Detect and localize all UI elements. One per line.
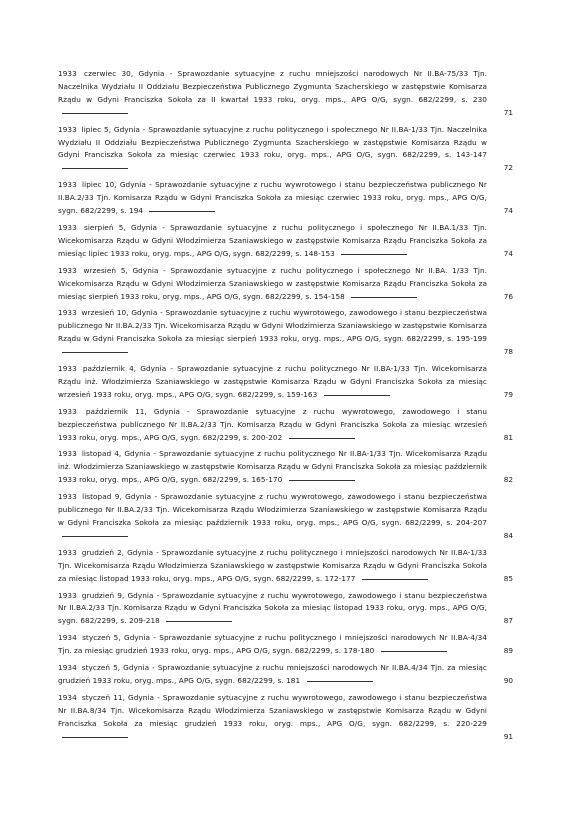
entry-page-number: 76 (503, 291, 513, 301)
entry-year: 1933 (58, 69, 77, 78)
toc-entry (58, 68, 513, 120)
entry-text: grudzień 2, Gdynia - Sprawozdanie sytuacyjne z ruchu politycznego i mniejszości narodowych Nr II.BA-1/33 Tjn. Wicekomisarza Rządu Włodzimierza Szaniawskiego w zastępstwie Komisarza Rządu w Gdyni Franciszka Sokoła za miesiąc listopad 1933 roku, oryg. mps., APG O/G, sygn. 682/2299, s. 172-177 (58, 547, 487, 583)
entry-text: styczeń 11, Gdynia - Sprawozdanie sytuacyjne z ruchu wywrotowego, zawodowego i stanu bezpieczeństwa Nr II.BA.8/34 Tjn. Wicekomisarza Rządu Włodzimierza Szaniawskiego w zastępstwie Komisarza Rządu w Gdyni Franciszka Sokoła za miesiąc grudzień 1933 roku, oryg. mps., APG O/G, sygn. 682/2299, s. 220-229 (58, 692, 487, 728)
entry-year: 1933 (58, 590, 77, 600)
toc-entry (58, 222, 513, 261)
entry-page-number: 71 (503, 107, 513, 117)
entry-text: sierpień 5, Gdynia - Sprawozdanie sytuacyjne z ruchu politycznego i społecznego Nr II.BA.1/33 Tjn. Wicekomisarza Rządu w Gdyni Włodzimierza Szaniawskiego w zastępstwie Komisarza Rządu Franciszka Sokoła za miesiąc lipiec 1933 roku, oryg. mps., APG O/G, sygn. 682/2299, s. 148-153 (58, 222, 487, 258)
toc-entry (58, 632, 513, 658)
entry-description (58, 124, 487, 176)
dot-leader (324, 395, 390, 396)
toc-entry (58, 590, 513, 629)
entry-page-number: 81 (503, 432, 513, 442)
entry-year: 1933 (58, 406, 77, 416)
toc-entry (58, 547, 513, 586)
toc-entry (58, 179, 513, 218)
dot-leader (62, 113, 128, 114)
entry-description (58, 363, 487, 402)
dot-leader (362, 579, 428, 580)
entry-page-number: 74 (503, 248, 513, 258)
dot-leader (166, 621, 232, 622)
dot-leader (341, 254, 407, 255)
entry-text: styczeń 5, Gdynia - Sprawozdanie sytuacyjne z ruchu mniejszości narodowych Nr II.BA.4/34 Tjn. za miesiąc grudzień 1933 roku, oryg. mps., APG O/G, sygn. 682/2299, s. 181 (58, 663, 487, 685)
dot-leader (351, 297, 417, 298)
dot-leader (62, 737, 128, 738)
entry-year: 1933 (58, 449, 77, 459)
entry-description (58, 491, 487, 543)
entry-description (58, 222, 487, 261)
entry-page-number: 72 (503, 163, 513, 173)
entry-text: październik 4, Gdynia - Sprawozdanie sytuacyjne z ruchu politycznego Nr II.BA-1/33 Tjn. Wicekomisarza Rządu inż. Włodzimierza Szaniawskiego w zastępstwie Komisarza Rządu w Gdyni Franciszka Sokoła za miesiąc wrzesień 1933 roku, oryg. mps., APG O/G, sygn. 682/2299, s. 159-163 (58, 364, 487, 399)
entry-page-number: 87 (503, 616, 513, 626)
dot-leader (62, 352, 128, 353)
entry-page-number: 89 (503, 646, 513, 656)
entry-year: 1934 (58, 692, 77, 702)
entry-text: listopad 4, Gdynia - Sprawozdanie sytuacyjne z ruchu politycznego Nr II.BA-1/33 Tjn. Wicekomisarza Rządu inż. Włodzimierza Szaniawskiego w zastępstwie Komisarza Rządu w Gdyni Franciszka Sokoła za miesiąc październik 1933 roku, oryg. mps., APG O/G, sygn. 682/2299, s. 165-170 (58, 449, 487, 485)
entry-description (58, 406, 487, 445)
entry-year: 1933 (58, 265, 77, 275)
entry-page-number: 84 (503, 530, 513, 540)
entry-year: 1933 (58, 180, 77, 190)
toc-entry (58, 448, 513, 487)
entry-text: październik 11, Gdynia - Sprawozdanie sytuacyjne z ruchu wywrotowego, zawodowego i stanu bezpieczeństwa publicznego Nr II.BA.2/33 Tjn. Komisarza Rządu w Gdyni Franciszka Sokoła za miesiąc wrzesień 1933 roku, oryg. mps., APG O/G, sygn. 682/2299, s. 200-202 (58, 406, 487, 442)
entry-text: grudzień 9, Gdynia - Sprawozdanie sytuacyjne z ruchu wywrotowego, zawodowego i stanu bezpieczeństwa Nr II.BA.2/33 Tjn. Komisarza Rządu w Gdyni Franciszka Sokoła za miesiąc listopad 1933 roku, oryg. mps., APG O/G, sygn. 682/2299, s. 209-218 (58, 590, 487, 626)
entry-year: 1934 (58, 633, 77, 643)
dot-leader (289, 438, 355, 439)
entry-text: wrzesień 5, Gdynia - Sprawozdanie sytuacyjne z ruchu politycznego i społecznego Nr II.BA. 1/33 Tjn. Wicekomisarza Rządu w Gdyni Włodzimierza Szaniawskiego w zastępstwie Komisarza Rządu Franciszka Sokoła za miesiąc sierpień 1933 roku, oryg. mps., APG O/G, sygn. 682/2299, s. 154-158 (58, 265, 487, 301)
entry-description (58, 179, 487, 218)
entry-text: lipiec 10, Gdynia - Sprawozdanie sytuacyjne z ruchu wywrotowego i stanu bezpieczeństwa publicznego Nr II.BA.2/33 Tjn. Komisarza Rządu w Gdyni Franciszka Sokoła za miesiąc czerwiec 1933 roku, oryg. mps., APG O/G, sygn. 682/2299, s. 194 (58, 180, 487, 216)
entry-description (58, 547, 487, 586)
toc-entry (58, 491, 513, 543)
entry-year: 1933 (58, 364, 77, 374)
entry-description (58, 307, 487, 359)
entry-page-number: 91 (503, 731, 513, 741)
entry-year: 1933 (58, 492, 77, 502)
entry-text: czerwiec 30, Gdynia - Sprawozdanie sytuacyjne z ruchu mniejszości narodowych Nr II.BA-75/33 Tjn. Naczelnika Wydziału II Oddziału Bezpieczeństwa Publicznego Zygmunta Szacherskiego w zastępstwie Komisarza Rządu w Gdyni Franciszka Sokoła za II kwartał 1933 roku, oryg. mps., APG O/G, sygn. 682/2299, s. 230 (58, 69, 488, 104)
entry-text: wrzesień 10, Gdynia - Sprawozdanie sytuacyjne z ruchu wywrotowego, zawodowego i stanu bezpieczeństwa publicznego Nr II.BA.2/33 Tjn. Wicekomisarza Rządu w Gdyni Włodzimierza Szaniawskiego w zastępstwie Komisarza Rządu w Gdyni Franciszka Sokoła za miesiąc sierpień 1933 roku, oryg. mps., APG O/G, sygn. 682/2299, s. 195-199 (58, 308, 487, 344)
entry-description (58, 590, 487, 629)
toc-page (58, 68, 513, 748)
entry-text: lipiec 5, Gdynia - Sprawozdanie sytuacyjne z ruchu politycznego i społecznego Nr II.BA-1/33 Tjn. Naczelnika Wydziału II Oddziału Bezpieczeństwa Publicznego Zygmunta Szacherskiego w zastępstwie Komisarza Rządu w Gdyni Franciszka Sokoła za miesiąc czerwiec 1933 roku, oryg. mps., APG O/G, sygn. 682/2299, s. 143-147 (58, 124, 487, 160)
dot-leader (307, 681, 373, 682)
entry-year: 1933 (58, 547, 77, 557)
entry-year: 1934 (58, 663, 77, 673)
entry-description (58, 632, 487, 658)
entry-page-number: 82 (503, 475, 513, 485)
entry-text: listopad 9, Gdynia - Sprawozdanie sytuacyjne z ruchu wywrotowego, zawodowego i stanu bezpieczeństwa publicznego Nr II.BA.2/33 Tjn. Wicekomisarza Rządu Włodzimierza Szaniawskiego w zastępstwie Komisarza Rządu w Gdyni Franciszka Sokoła za miesiąc październik 1933 roku, oryg. mps., APG O/G, sygn. 682/2299, s. 204-207 (58, 492, 487, 527)
toc-list (58, 68, 513, 744)
entry-text: styczeń 5, Gdynia - Sprawozdanie sytuacyjne z ruchu politycznego i mniejszości narodowych Nr II.BA-4/34 Tjn. za miesiąc grudzień 1933 roku, oryg. mps., APG O/G, sygn. 682/2299, s. 178-180 (58, 633, 487, 656)
toc-entry (58, 307, 513, 359)
entry-description (58, 662, 487, 688)
toc-entry (58, 265, 513, 304)
entry-page-number: 79 (503, 389, 513, 399)
dot-leader (381, 651, 447, 652)
toc-entry (58, 692, 513, 744)
dot-leader (62, 536, 128, 537)
entry-page-number: 85 (503, 573, 513, 583)
entry-description (58, 265, 487, 304)
entry-year: 1933 (58, 124, 77, 134)
entry-description (58, 448, 487, 487)
entry-year: 1933 (58, 222, 77, 232)
entry-page-number: 74 (503, 206, 513, 216)
entry-year: 1933 (58, 308, 77, 318)
entry-description (58, 68, 487, 120)
dot-leader (62, 168, 128, 169)
toc-entry (58, 406, 513, 445)
dot-leader (289, 480, 355, 481)
toc-entry (58, 662, 513, 688)
dot-leader (149, 211, 215, 212)
entry-description (58, 692, 487, 744)
entry-page-number: 90 (503, 675, 513, 685)
toc-entry (58, 124, 513, 176)
toc-entry (58, 363, 513, 402)
entry-page-number: 78 (503, 347, 513, 357)
